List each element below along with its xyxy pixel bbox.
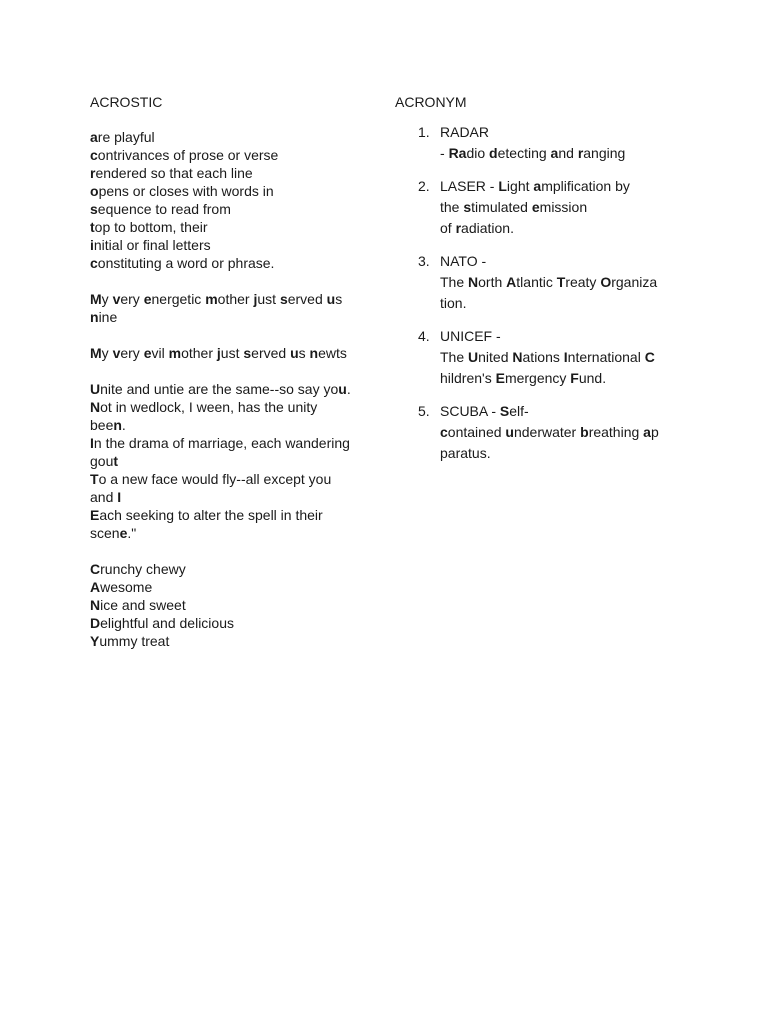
text-run: equence to read from [97, 201, 231, 217]
poem-line [90, 416, 380, 434]
text-run: re playful [97, 129, 155, 145]
acronym-line [440, 176, 695, 197]
poem-line [90, 488, 380, 506]
poem-line [90, 596, 380, 614]
acrostic-column [90, 93, 380, 668]
bold-letter: s [243, 345, 252, 361]
poem-line [90, 560, 380, 578]
text-run: RADAR [440, 124, 490, 140]
bold-letter: e [119, 525, 128, 541]
acronym-item [395, 251, 695, 314]
text-run: onstituting a word or phrase. [97, 255, 275, 271]
text-run: pens or closes with words in [98, 183, 274, 199]
bold-letter: n [113, 417, 122, 433]
text-run: ice and sweet [100, 597, 186, 613]
bold-letter: N [512, 349, 523, 365]
bold-letter: c [90, 255, 98, 271]
text-run: nd [558, 145, 578, 161]
bold-letter: n [90, 309, 99, 325]
bold-letter: n [309, 345, 319, 361]
text-run: the [440, 199, 464, 215]
poem-line [90, 146, 380, 164]
bold-letter: r [577, 145, 584, 161]
acronym-line [440, 272, 695, 293]
text-run: ery [120, 291, 144, 307]
text-run: nderwater [513, 424, 581, 440]
bold-letter: U [90, 381, 101, 397]
item-number: 4. [418, 328, 430, 344]
bold-letter: v [112, 345, 121, 361]
item-number: 1. [418, 124, 430, 140]
text-run: rganiza [611, 274, 658, 290]
bold-letter: T [556, 274, 566, 290]
text-run: - [440, 145, 449, 161]
poem-line [90, 236, 380, 254]
bold-letter: T [90, 471, 99, 487]
text-run: other [181, 345, 217, 361]
text-run: und. [578, 370, 607, 386]
bold-letter: Ra [448, 145, 467, 161]
bold-letter: e [143, 291, 152, 307]
poem-line [90, 254, 380, 272]
text-run: dio [466, 145, 490, 161]
acronym-line [440, 326, 695, 347]
text-run: . [121, 417, 126, 433]
bold-letter: D [90, 615, 101, 631]
item-number: 3. [418, 253, 430, 269]
bold-letter: v [112, 291, 121, 307]
poem-line [90, 182, 380, 200]
text-run: LASER - [440, 178, 499, 194]
acrostic-poem [90, 380, 380, 542]
bold-letter: c [90, 147, 98, 163]
text-run: nternational [567, 349, 645, 365]
text-run: nited [478, 349, 513, 365]
acronym-line [440, 251, 695, 272]
acronym-item [395, 401, 695, 464]
text-run: The [440, 349, 469, 365]
text-run: mission [539, 199, 588, 215]
poem-line [90, 506, 380, 524]
acrostic-poem [90, 290, 380, 326]
text-run: erved [251, 345, 291, 361]
text-run: ery [120, 345, 144, 361]
bold-letter: S [499, 403, 510, 419]
text-run: mergency [504, 370, 571, 386]
bold-letter: a [533, 178, 542, 194]
acronym-line [440, 422, 695, 443]
bold-letter: N [90, 399, 101, 415]
bold-letter: s [279, 291, 288, 307]
bold-letter: d [489, 145, 498, 161]
text-run: ight [506, 178, 534, 194]
bold-letter: C [644, 349, 655, 365]
text-run: tlantic [516, 274, 557, 290]
bold-letter: t [90, 219, 95, 235]
poem-line [90, 380, 380, 398]
bold-letter: a [90, 129, 98, 145]
bold-letter: O [600, 274, 612, 290]
text-run: ot in wedlock, I ween, has the unity [100, 399, 318, 415]
bold-letter: m [168, 345, 182, 361]
text-run: ewts [318, 345, 347, 361]
acronym-item [395, 122, 695, 164]
bold-letter: o [90, 183, 99, 199]
text-run: gou [90, 453, 114, 469]
text-run: y [101, 345, 113, 361]
text-run: nitial or final letters [93, 237, 211, 253]
poem-line [90, 434, 380, 452]
text-run: paratus. [440, 445, 491, 461]
text-run: reathing [588, 424, 644, 440]
bold-letter: s [463, 199, 472, 215]
bold-letter: i [90, 237, 94, 253]
text-run: orth [478, 274, 507, 290]
bold-letter: N [468, 274, 479, 290]
poem-line [90, 398, 380, 416]
text-run: and [90, 489, 118, 505]
bold-letter: c [440, 424, 448, 440]
bold-letter: s [90, 201, 98, 217]
acronym-line [440, 197, 695, 218]
bold-letter: I [563, 349, 568, 365]
acronym-line [440, 293, 695, 314]
poem-line [90, 164, 380, 182]
bold-letter: Y [90, 633, 100, 649]
text-run: n the drama of marriage, each wandering [93, 435, 350, 451]
bold-letter: u [505, 424, 514, 440]
bold-letter: r [90, 165, 96, 181]
bold-letter: E [90, 507, 100, 523]
acrostic-blocks [90, 128, 380, 650]
acronym-column [395, 93, 695, 476]
text-run: . [346, 381, 351, 397]
text-run: etecting [497, 145, 551, 161]
bold-letter: M [90, 345, 102, 361]
acronym-item [395, 326, 695, 389]
acronym-line [440, 368, 695, 389]
acronym-heading: ACRONYM [395, 94, 467, 110]
text-run: op to bottom, their [94, 219, 208, 235]
text-run: elf- [509, 403, 529, 419]
text-run: ust [257, 291, 280, 307]
bold-letter: F [570, 370, 579, 386]
bold-letter: b [580, 424, 589, 440]
text-run: ummy treat [99, 633, 170, 649]
text-run: ations [522, 349, 564, 365]
text-run: endered so that each line [95, 165, 253, 181]
bold-letter: E [495, 370, 505, 386]
text-run: o a new face would fly--all except you [98, 471, 332, 487]
text-run: anging [583, 145, 626, 161]
bold-letter: N [90, 597, 101, 613]
acronym-line [440, 143, 695, 164]
text-run: of [440, 220, 456, 236]
text-run: NATO - [440, 253, 487, 269]
text-run: erved [287, 291, 327, 307]
text-run: nite and untie are the same--so say yo [100, 381, 339, 397]
bold-letter: u [326, 291, 336, 307]
text-run: y [101, 291, 113, 307]
text-run: timulated [471, 199, 532, 215]
text-run: other [217, 291, 254, 307]
acronym-line [440, 347, 695, 368]
bold-letter: u [290, 345, 299, 361]
acrostic-poem [90, 128, 380, 272]
bold-letter: r [455, 220, 462, 236]
acrostic-poem [90, 560, 380, 650]
acronym-line [440, 401, 695, 422]
poem-line [90, 614, 380, 632]
bold-letter: I [90, 435, 94, 451]
text-run: ach seeking to alter the spell in their [99, 507, 323, 523]
text-run: scen [90, 525, 120, 541]
bold-letter: I [117, 489, 122, 505]
text-run: runchy chewy [100, 561, 186, 577]
poem-line [90, 290, 380, 308]
acronym-item [395, 176, 695, 239]
text-run: hildren's [440, 370, 496, 386]
item-number: 2. [418, 178, 430, 194]
text-run: reaty [565, 274, 601, 290]
text-run: ." [127, 525, 137, 541]
acronym-line [440, 443, 695, 464]
text-run: s [298, 345, 310, 361]
bold-letter: u [338, 381, 347, 397]
bold-letter: j [253, 291, 258, 307]
text-run: ontained [447, 424, 506, 440]
poem-line [90, 452, 380, 470]
text-run: s [335, 291, 343, 307]
acrostic-heading: ACROSTIC [90, 94, 163, 110]
bold-letter: M [90, 291, 102, 307]
poem-line [90, 578, 380, 596]
text-run: SCUBA - [440, 403, 500, 419]
poem-line [90, 632, 380, 650]
poem-line [90, 308, 380, 326]
text-run: adiation. [461, 220, 514, 236]
poem-line [90, 524, 380, 542]
text-run: mplification by [541, 178, 630, 194]
poem-line [90, 128, 380, 146]
acronym-list [395, 122, 695, 464]
bold-letter: A [506, 274, 517, 290]
bold-letter: e [531, 199, 540, 215]
acronym-line [440, 122, 695, 143]
poem-line [90, 470, 380, 488]
bold-letter: C [90, 561, 101, 577]
text-run: tion. [440, 295, 467, 311]
bold-letter: m [205, 291, 218, 307]
acronym-line [440, 218, 695, 239]
text-run: ust [220, 345, 244, 361]
poem-line [90, 200, 380, 218]
text-run: vil [151, 345, 169, 361]
text-run: nergetic [151, 291, 206, 307]
bold-letter: j [216, 345, 221, 361]
poem-line [90, 344, 380, 362]
bold-letter: A [90, 579, 101, 595]
item-number: 5. [418, 403, 430, 419]
text-run: ontrivances of prose or verse [97, 147, 279, 163]
bold-letter: t [113, 453, 119, 469]
text-run: UNICEF - [440, 328, 501, 344]
text-run: bee [90, 417, 114, 433]
bold-letter: e [143, 345, 152, 361]
bold-letter: a [550, 145, 559, 161]
text-run: p [650, 424, 659, 440]
acrostic-poem [90, 344, 380, 362]
bold-letter: U [468, 349, 479, 365]
text-run: wesome [100, 579, 153, 595]
bold-letter: L [498, 178, 507, 194]
poem-line [90, 218, 380, 236]
text-run: elightful and delicious [100, 615, 234, 631]
text-run: The [440, 274, 469, 290]
bold-letter: a [643, 424, 651, 440]
text-run: ine [98, 309, 118, 325]
